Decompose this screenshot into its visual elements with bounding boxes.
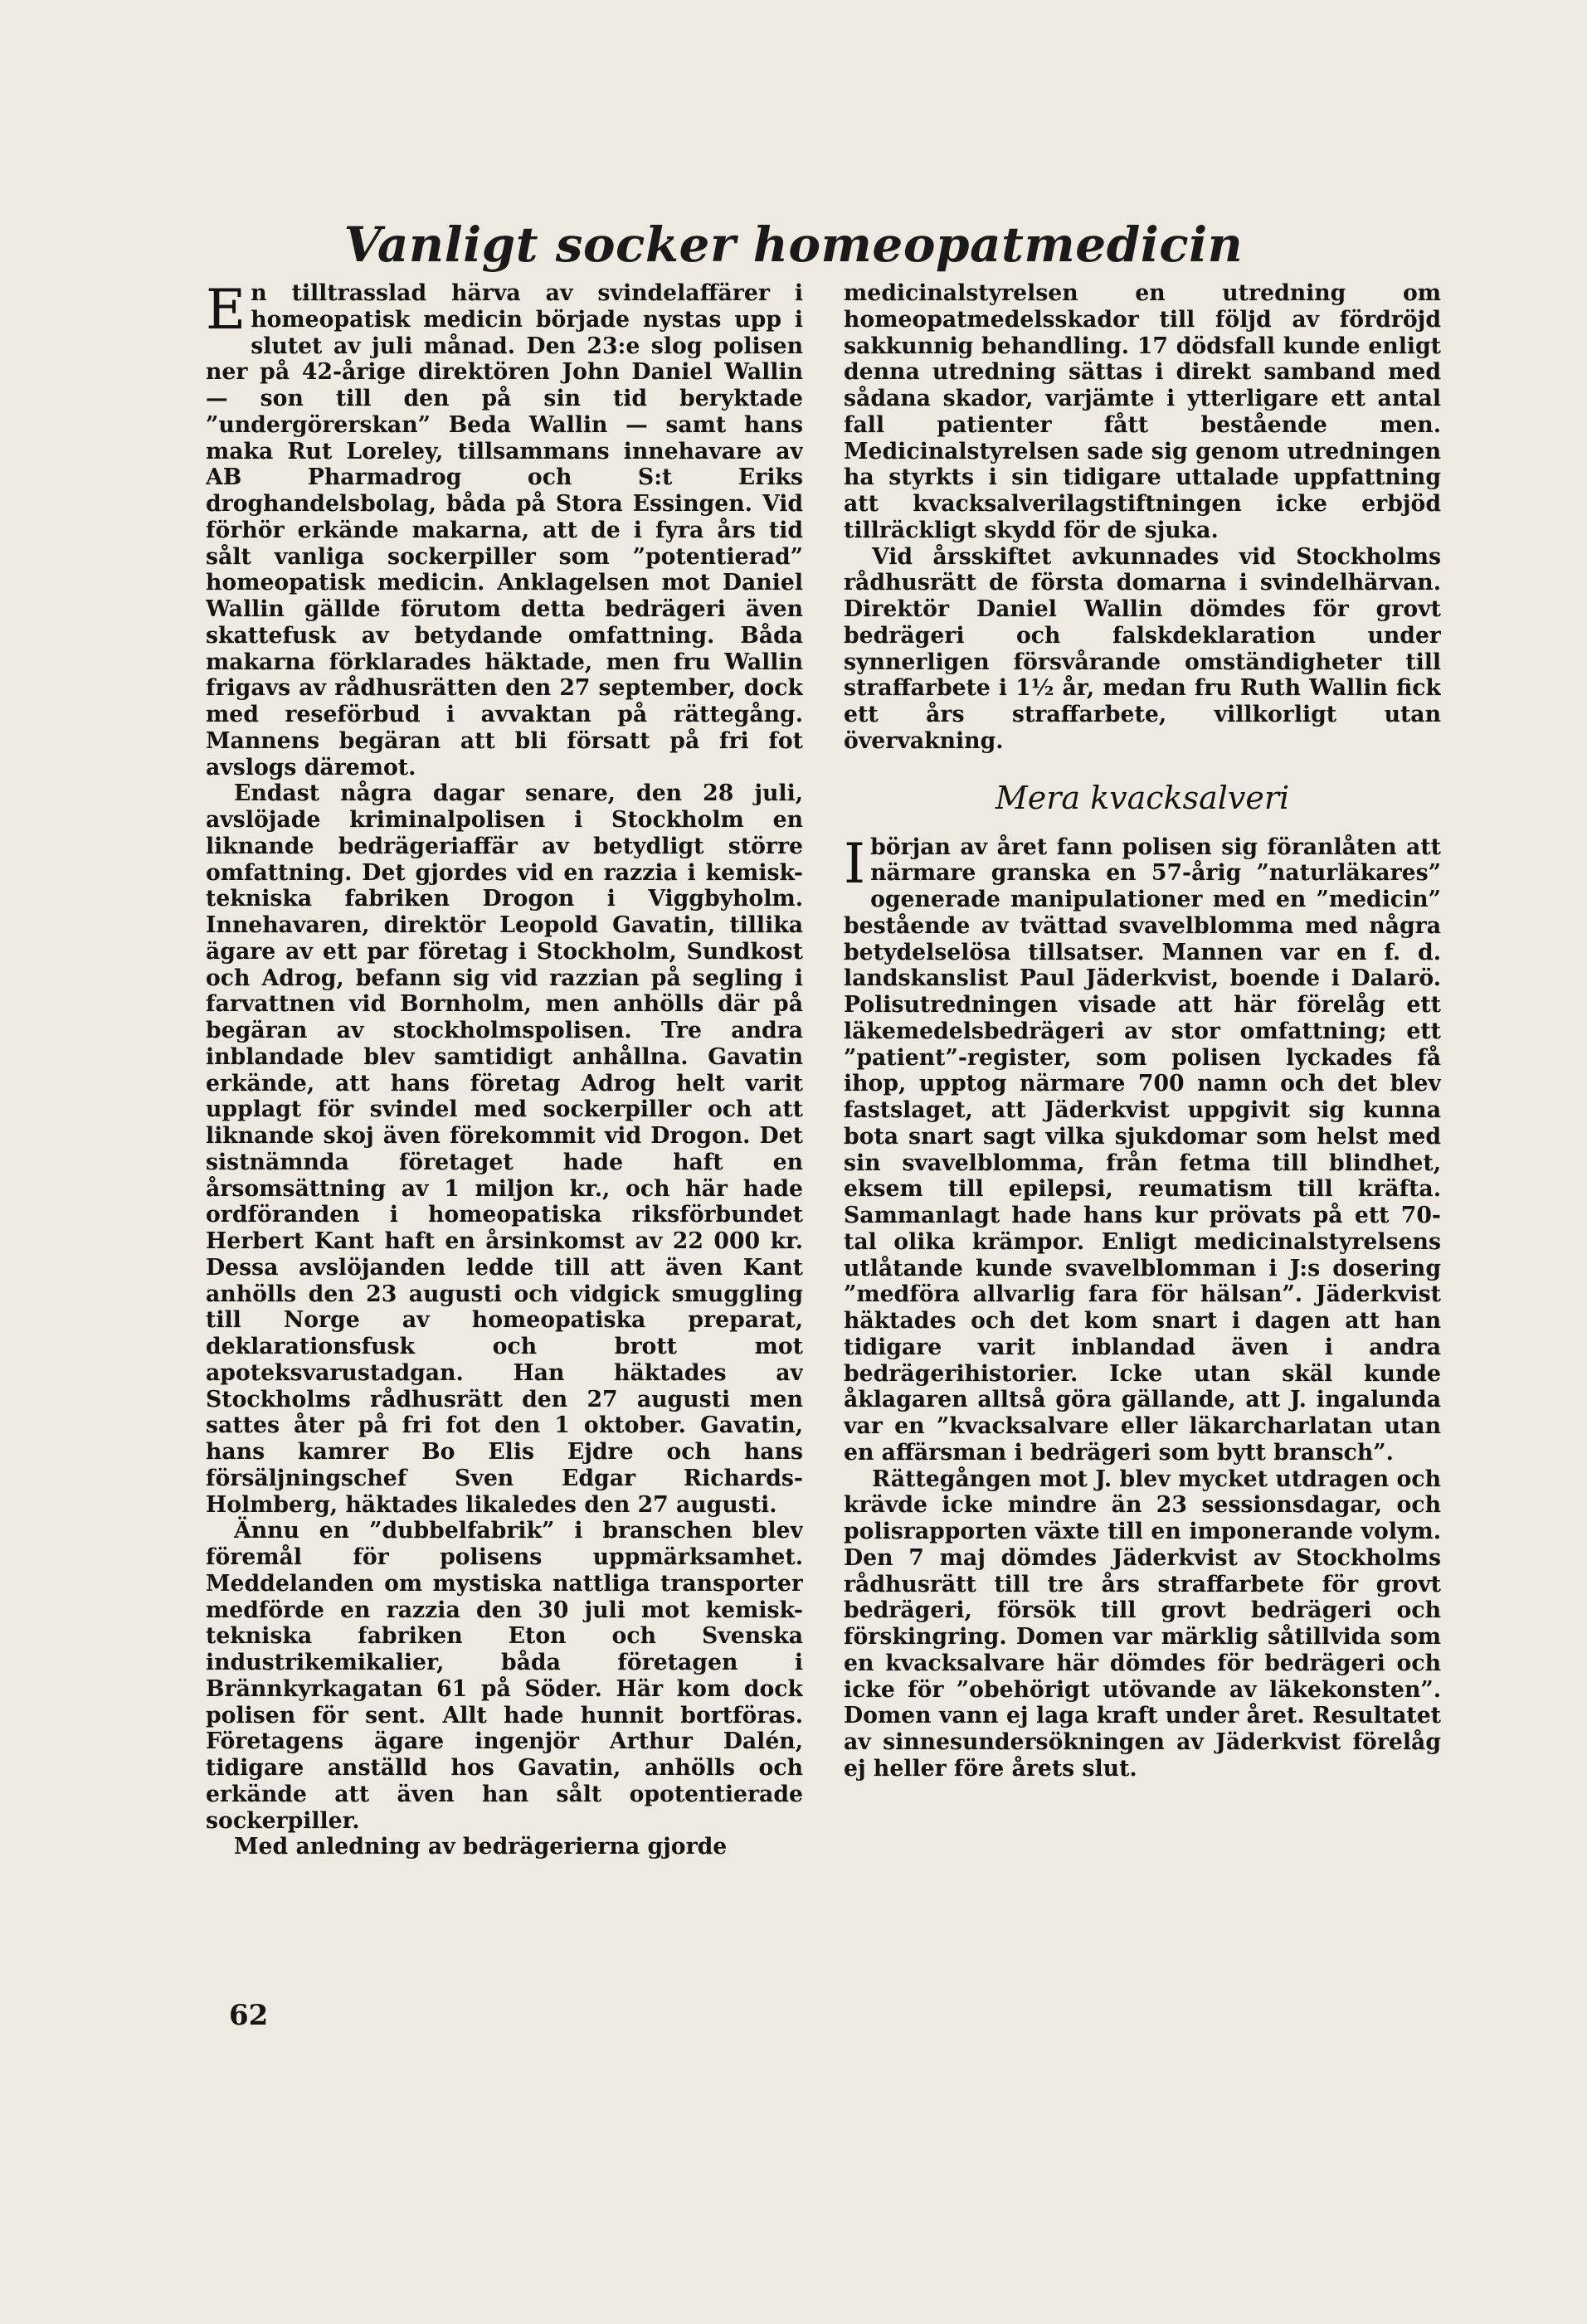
- left-column: [206, 280, 803, 1972]
- drop-cap: I: [844, 831, 866, 896]
- page-title: Vanligt socker homeopatmedicin: [343, 216, 1244, 273]
- paragraph: Rättegången mot J. blev mycket utdragen och krävde icke mindre än 23 sessionsdagar, och polisrapporten växte till en imponerande volym. Den 7 maj dömdes Jäderkvist av Stockholms rådhusrätt till tre års straffarbete för grovt bedrägeri, försök till grovt bedrägeri och förskingring. Domen var märklig såtillvida som en kvacksalvare här dömdes för bedrägeri och icke för ”obehörigt utövande av läkekonsten”. Domen vann ej laga kraft under året. Resultatet av sinnesundersökningen av Jäderkvist förelåg ej heller före årets slut.: [844, 1466, 1441, 1782]
- section-heading: Mera kvacksalveri: [995, 779, 1290, 816]
- page-number: 62: [229, 1999, 269, 2032]
- paragraph: Ännu en ”dubbelfabrik” i branschen blev föremål för polisens uppmärksamhet. Meddelanden om mystiska nattliga transporter medförde en razzia den 30 juli mot kemisk-tekniska fabriken Eton och Svenska industrikemikalier, båda företagen i Brännkyrkagatan 61 på Söder. Här kom dock polisen för sent. Allt hade hunnit bortföras. Företagens ägare ingenjör Arthur Dalén, tidigare anställd hos Gavatin, anhölls och erkände att även han sålt opotentierade sockerpiller.: [206, 1518, 803, 1834]
- right-column: [844, 280, 1441, 1972]
- paragraph: Med anledning av bedrägerierna gjorde: [234, 1834, 728, 1860]
- drop-cap: E: [206, 280, 246, 342]
- paragraph-text: n tilltrasslad härva av svindelaffärer i homeopatisk medicin började nystas upp i slutet av juli månad. Den 23:e slog polisen ner på 42-årige direktören John Daniel Wallin — son till den på sin tid beryktade ”undergörerskan” Beda Wallin — samt hans maka Rut Loreley, tillsammans innehavare av AB Pharmadrog och S:t Eriks droghandelsbolag, båda på Stora Essingen. Vid förhör erkände makarna, att de i fyra års tid sålt vanliga sockerpiller som ”potentierad” homeopatisk medicin. Anklagelsen mot Daniel Wallin gällde förutom detta bedrägeri även skattefusk av betydande omfattning. Båda makarna förklarades häktade, men fru Wallin frigavs av rådhusrätten den 27 september, dock med reseförbud i avvaktan på rättegång. Mannens begäran att bli försatt på fri fot avslogs däremot.: [206, 280, 803, 780]
- paragraph: [844, 831, 1441, 1466]
- paragraph: Vid årsskiftet avkunnades vid Stockholms rådhusrätt de första domarna i svindelhärvan. Direktör Daniel Wallin dömdes för grovt bedrägeri och falskdeklaration under synnerligen försvårande omständigheter till straffarbete i 1½ år, medan fru Ruth Wallin fick ett års straffarbete, villkorligt utan övervakning.: [844, 543, 1441, 754]
- paragraph: Endast några dagar senare, den 28 juli, avslöjade kriminalpolisen i Stockholm en liknande bedrägeriaffär av betydligt större omfattning. Det gjordes vid en razzia i kemisk-tekniska fabriken Drogon i Viggbyholm. Innehavaren, direktör Leopold Gavatin, tillika ägare av ett par företag i Stockholm, Sundkost och Adrog, befann sig vid razzian på segling i farvattnen vid Bornholm, men anhölls där på begäran av stockholmspolisen. Tre andra inblandade blev samtidigt anhållna. Gavatin erkände, att hans företag Adrog helt varit upplagt för svindel med sockerpiller och att liknande skoj även förekommit vid Drogon. Det sistnämnda företaget hade haft en årsomsättning av 1 miljon kr., och här hade ordföranden i homeopatiska riksförbundet Herbert Kant haft en årsinkomst av 22 000 kr. Dessa avslöjanden ledde till att även Kant anhölls den 23 augusti och vidgick smuggling till Norge av homeopatiska preparat, deklarationsfusk och brott mot apoteksvarustadgan. Han häktades av Stockholms rådhusrätt den 27 augusti men sattes åter på fri fot den 1 oktober. Gavatin, hans kamrer Bo Elis Ejdre och hans försäljningschef Sven Edgar Richards-Holmberg, häktades likaledes den 27 augusti.: [206, 780, 803, 1518]
- paragraph: medicinalstyrelsen en utredning om homeopatmedelsskador till följd av fördröjd sakkunnig behandling. 17 dödsfall kunde enligt denna utredning sättas i direkt samband med sådana skador, varjämte i ytterligare ett antal fall patienter fått bestående men. Medicinalstyrelsen sade sig genom utredningen ha styrkts i sin tidigare uttalade uppfattning att kvacksalverilagstiftningen icke erbjöd tillräckligt skydd för de sjuka.: [844, 280, 1441, 543]
- paragraph: [206, 280, 803, 780]
- paragraph-text: början av året fann polisen sig föranlåten att närmare granska en 57-årig ”naturläkares” ogenerade manipulationer med en ”medicin” bestående av tvättad svavelblomma med några betydelselösa tillsatser. Mannen var en f. d. landskanslist Paul Jäderkvist, boende i Dalarö. Polisutredningen visade att här förelåg ett läkemedelsbedrägeri av stor omfattning; ett ”patient”-register, som polisen lyckades få ihop, upptog närmare 700 namn och det blev fastslaget, att Jäderkvist uppgivit sig kunna bota snart sagt vilka sjukdomar som helst med sin svavelblomma, från fetma till blindhet, eksem till epilepsi, reumatism till kräfta. Sammanlagt hade hans kur prövats på ett 70-tal olika krämpor. Enligt medicinalstyrelsens utlåtande kunde svavelblomman i J:s dosering ”medföra allvarlig fara för hälsan”. Jäderkvist häktades och det kom snart i dagen att han tidigare varit inblandad även i andra bedrägerihistorier. Icke utan skäl kunde åklagaren alltså göra gällande, att J. ingalunda var en ”kvacksalvare eller läkarcharlatan utan en affärsman i bedrägeri som bytt bransch”.: [844, 834, 1441, 1466]
